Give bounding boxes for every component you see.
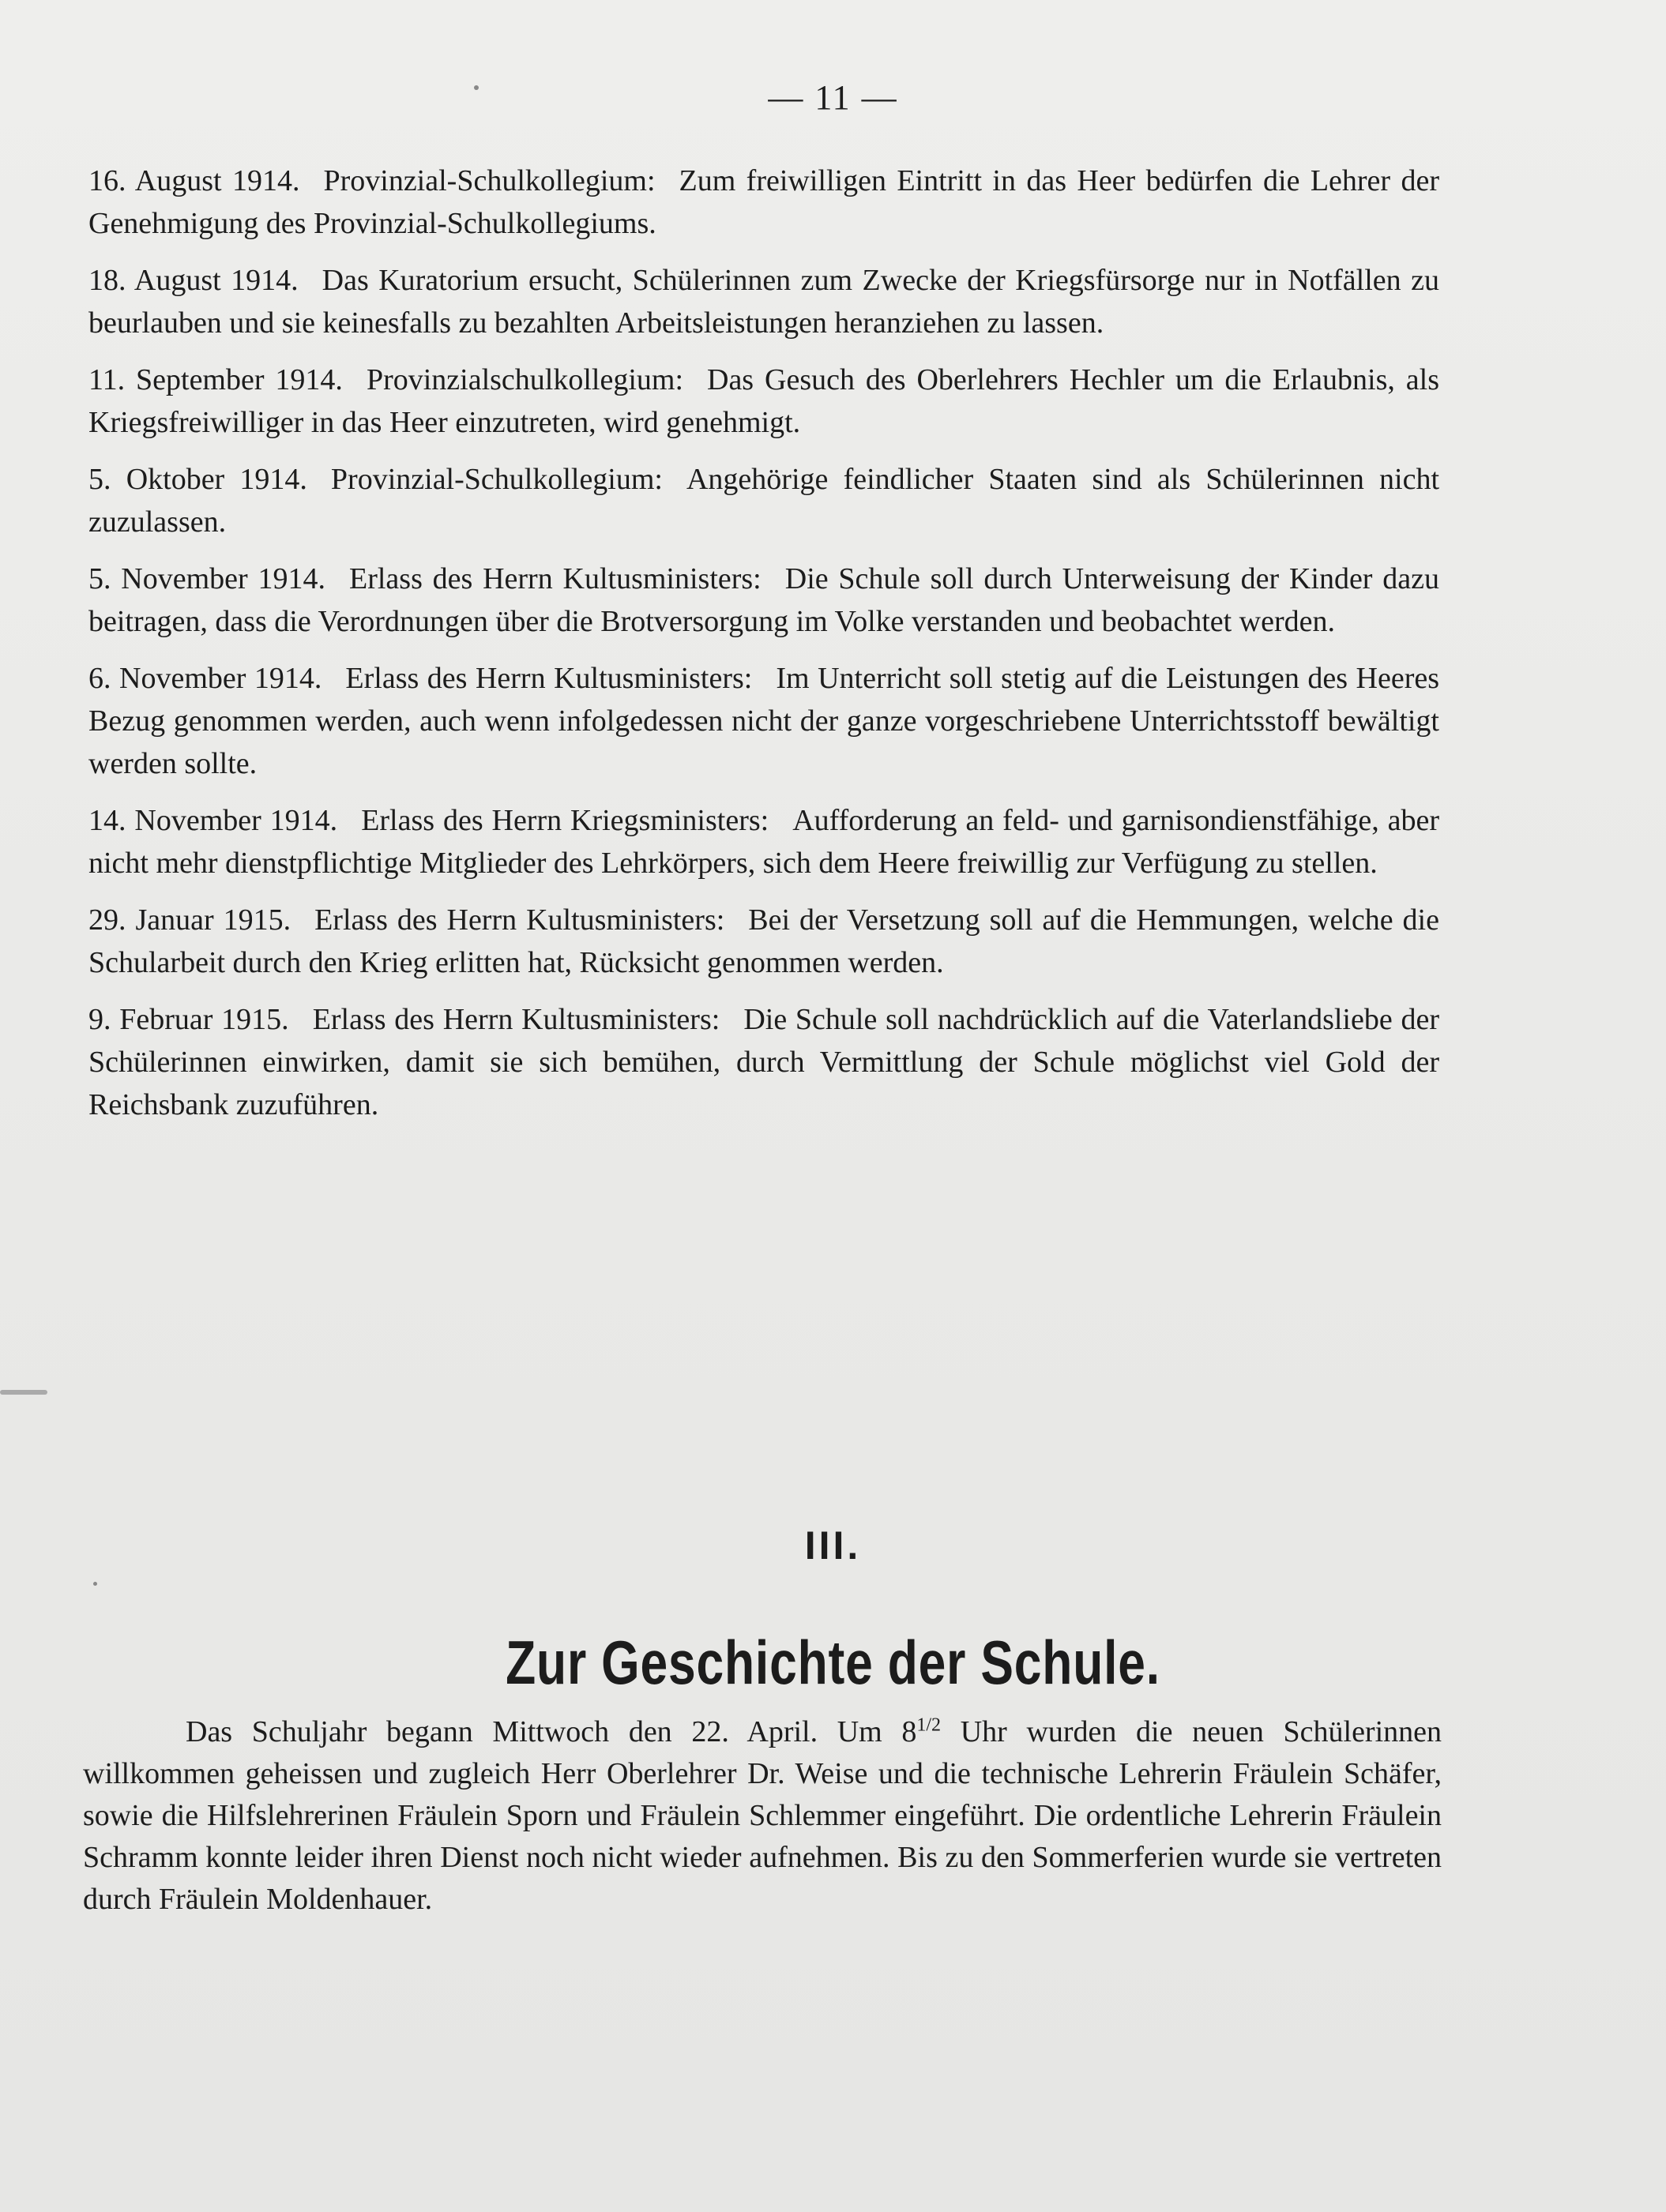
decree-text: Bei der Versetzung soll auf die Hemmungen, welche die Schularbeit durch den Krieg erlitten hat, Rücksicht genommen werden. — [88, 903, 1439, 979]
paragraph-text-start: Das Schuljahr begann Mittwoch den 22. April. Um 8 — [186, 1715, 917, 1748]
decree-date: 11. September 1914. — [88, 363, 343, 396]
print-speck — [93, 1582, 97, 1586]
print-speck — [0, 1390, 47, 1395]
paragraph-text-rest: Uhr wurden die neuen Schülerinnen willkommen geheissen und zugleich Herr Oberlehrer Dr. Weise und die technische Lehrerin Fräulein Schäfer, sowie die Hilfslehrerinen Fräulein Sporn und Fräulein Schlemmer eingeführt. Die ordentliche Lehrerin Fräulein Schramm konnte leider ihren Dienst noch nicht wieder aufnehmen. Bis zu den Sommerferien wurde sie vertreten durch Fräulein Moldenhauer. — [83, 1715, 1442, 1916]
decree-date: 9. Februar 1915. — [88, 1003, 289, 1036]
decree-entry — [88, 458, 1439, 543]
decree-text: Das Gesuch des Oberlehrers Hechler um die Erlaubnis, als Kriegsfreiwilliger in das Heer einzutreten, wird genehmigt. — [88, 363, 1439, 439]
decree-entry — [88, 259, 1439, 344]
decree-entry — [88, 558, 1439, 643]
decree-date: 16. August 1914. — [88, 164, 300, 197]
decree-date: 18. August 1914. — [88, 264, 299, 297]
history-paragraph — [83, 1711, 1442, 1921]
decree-entry — [88, 899, 1439, 984]
section-number: III. — [804, 1523, 862, 1568]
decree-entry — [88, 998, 1439, 1126]
decree-authority: Erlass des Herrn Kriegsministers: — [361, 804, 769, 837]
decree-authority: Provinzial-Schulkollegium: — [323, 164, 656, 197]
decree-text: Die Schule soll durch Unterweisung der Kinder dazu beitragen, dass die Verordnungen über die Brotversorgung im Volke verstanden und beobachtet werden. — [88, 562, 1439, 638]
decree-text: Zum freiwilligen Eintritt in das Heer bedürfen die Lehrer der Genehmigung des Provinzial-Schulkollegiums. — [88, 164, 1439, 240]
decree-authority: Erlass des Herrn Kultusministers: — [348, 562, 762, 595]
decree-authority: Erlass des Herrn Kultusministers: — [312, 1003, 720, 1036]
decree-text: Aufforderung an feld- und garnisondienstfähige, aber nicht mehr dienstpflichtige Mitglieder des Lehrkörpers, sich dem Heere freiwillig zur Verfügung zu stellen. — [88, 804, 1439, 880]
decree-entry — [88, 160, 1439, 245]
decree-entry — [88, 359, 1439, 444]
decree-text: Angehörige feindlicher Staaten sind als Schülerinnen nicht zuzulassen. — [88, 463, 1439, 539]
decree-authority: Erlass des Herrn Kultusministers: — [314, 903, 725, 937]
decree-authority: Erlass des Herrn Kultusministers: — [345, 662, 753, 695]
decree-list — [88, 160, 1439, 1140]
decree-date: 5. Oktober 1914. — [88, 463, 307, 496]
decree-date: 6. November 1914. — [88, 662, 322, 695]
decree-text: Das Kuratorium ersucht, Schülerinnen zum Zwecke der Kriegsfürsorge nur in Notfällen zu beurlauben und sie keinesfalls zu bezahlten Arbeitsleistungen heranziehen zu lassen. — [88, 264, 1439, 340]
decree-entry — [88, 799, 1439, 884]
decree-date: 14. November 1914. — [88, 804, 338, 837]
decree-authority: Provinzialschulkollegium: — [366, 363, 683, 396]
decree-date: 29. Januar 1915. — [88, 903, 291, 937]
section-title: Zur Geschichte der Schule. — [506, 1628, 1160, 1697]
decree-entry — [88, 657, 1439, 785]
decree-authority: Provinzial-Schulkollegium: — [330, 463, 663, 496]
time-fraction: 1/2 — [916, 1714, 942, 1736]
decree-text: Im Unterricht soll stetig auf die Leistungen des Heeres Bezug genommen werden, auch wenn infolgedessen nicht der ganze vorgeschriebene Unterrichtsstoff bewältigt werden sollte. — [88, 662, 1439, 780]
decree-text: Die Schule soll nachdrücklich auf die Vaterlandsliebe der Schülerinnen einwirken, damit sie sich bemühen, durch Vermittlung der Schule möglichst viel Gold der Reichsbank zuzuführen. — [88, 1003, 1439, 1121]
page-number: — 11 — — [768, 78, 898, 117]
print-speck — [474, 85, 479, 90]
decree-date: 5. November 1914. — [88, 562, 325, 595]
